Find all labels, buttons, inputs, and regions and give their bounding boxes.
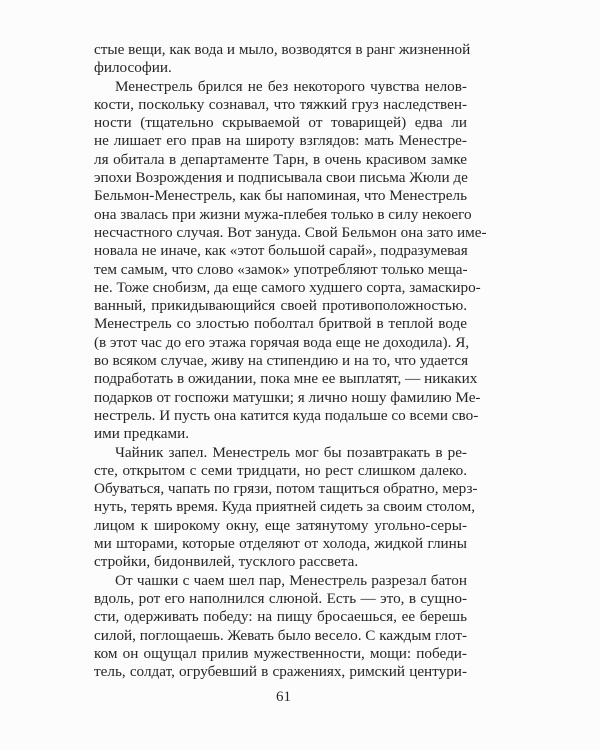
- page-number: 61: [276, 689, 291, 705]
- text-line: сте, открытом с семи тридцати, но рест слишком далеко.: [94, 461, 467, 479]
- text-line: подарков от госпожи матушки; я лично ношу фамилию Ме-: [94, 388, 481, 406]
- paragraph: [94, 572, 467, 682]
- text-line: новала не иначе, как «этот большой сарай», подразумевая: [94, 242, 468, 260]
- paragraph: [94, 41, 471, 78]
- text-line: силой, поглощаешь. Жевать было весело. С каждым глот-: [94, 626, 468, 644]
- paragraph: [94, 443, 478, 572]
- text-line: Обуваться, чапать по грязи, потом тащиться обратно, мерз-: [94, 480, 478, 498]
- text-line: ком он ощущал прилив мужественности, мощи: победи-: [94, 644, 467, 662]
- text-line: стройки, бидонвилей, тусклого рассвета.: [94, 553, 359, 571]
- text-line: несчастного случая. Вот зануда. Свой Бельмон она зато име-: [94, 223, 487, 241]
- page-body-text: [94, 41, 487, 681]
- text-line: ми шторами, которые отделяют от холода, жидкой глины: [94, 535, 467, 553]
- text-line: нуть, терять время. Куда приятней сидеть за своим столом,: [94, 498, 476, 516]
- text-line: ванный, прикидывающийся своей противоположностью.: [94, 297, 467, 315]
- text-line: сти, одерживать победу: на пищу бросаешься, ее берешь: [94, 608, 467, 626]
- text-line: философии.: [94, 59, 172, 77]
- text-line: не лишает его прав на широту взглядов: мать Менестре-: [94, 132, 467, 150]
- text-line: ля обитала в департаменте Тарн, в очень красивом замке: [94, 150, 467, 168]
- paragraph: [94, 77, 487, 444]
- text-line: тель, солдат, огрубевший в сражениях, римский центури-: [94, 663, 467, 681]
- text-line: Чайник запел. Менестрель мог бы позавтракать в ре-: [115, 443, 467, 461]
- text-line: Менестрель брился не без некоторого чувства нелов-: [115, 77, 467, 95]
- text-line: нестрель. И пусть она катится куда подальше со всеми сво-: [94, 406, 479, 424]
- text-line: ими предками.: [94, 425, 190, 443]
- text-line: (в этот час до его этажа горячая вода еще не доходила). Я,: [94, 333, 470, 351]
- text-line: вдоль, рот его наполнился слюной. Есть — это, в сущно-: [94, 589, 467, 607]
- text-line: во всяком случае, живу на стипендию и на то, что удается: [94, 352, 469, 370]
- text-line: стые вещи, как вода и мыло, возводятся в ранг жизненной: [94, 41, 471, 58]
- text-line: лицом к широкому окну, еще затянутому угольно-серы-: [94, 516, 467, 534]
- text-line: не. Тоже снобизм, да еще самого худшего сорта, замаскиро-: [94, 278, 481, 296]
- text-line: ности (тщательно скрываемой от товарищей) едва ли: [94, 114, 467, 132]
- text-line: Бельмон-Менестрель, как бы напоминая, что Менестрель: [94, 187, 467, 205]
- text-line: От чашки с чаем шел пар, Менестрель разрезал батон: [115, 571, 467, 589]
- text-line: эпохи Возрождения и подписывала свои письма Жюли де: [94, 169, 468, 187]
- text-line: Менестрель со злостью поболтал бритвой в теплой воде: [94, 315, 467, 333]
- text-line: подработать в ожидании, пока мне ее выплатят, — никаких: [94, 370, 478, 388]
- text-line: кости, поскольку сознавал, что тяжкий груз наследствен-: [94, 95, 467, 113]
- text-line: тем самым, что слово «замок» употребляют только меща-: [94, 260, 468, 278]
- text-line: она звалась при жизни мужа-плебея только в силу некоего: [94, 205, 472, 223]
